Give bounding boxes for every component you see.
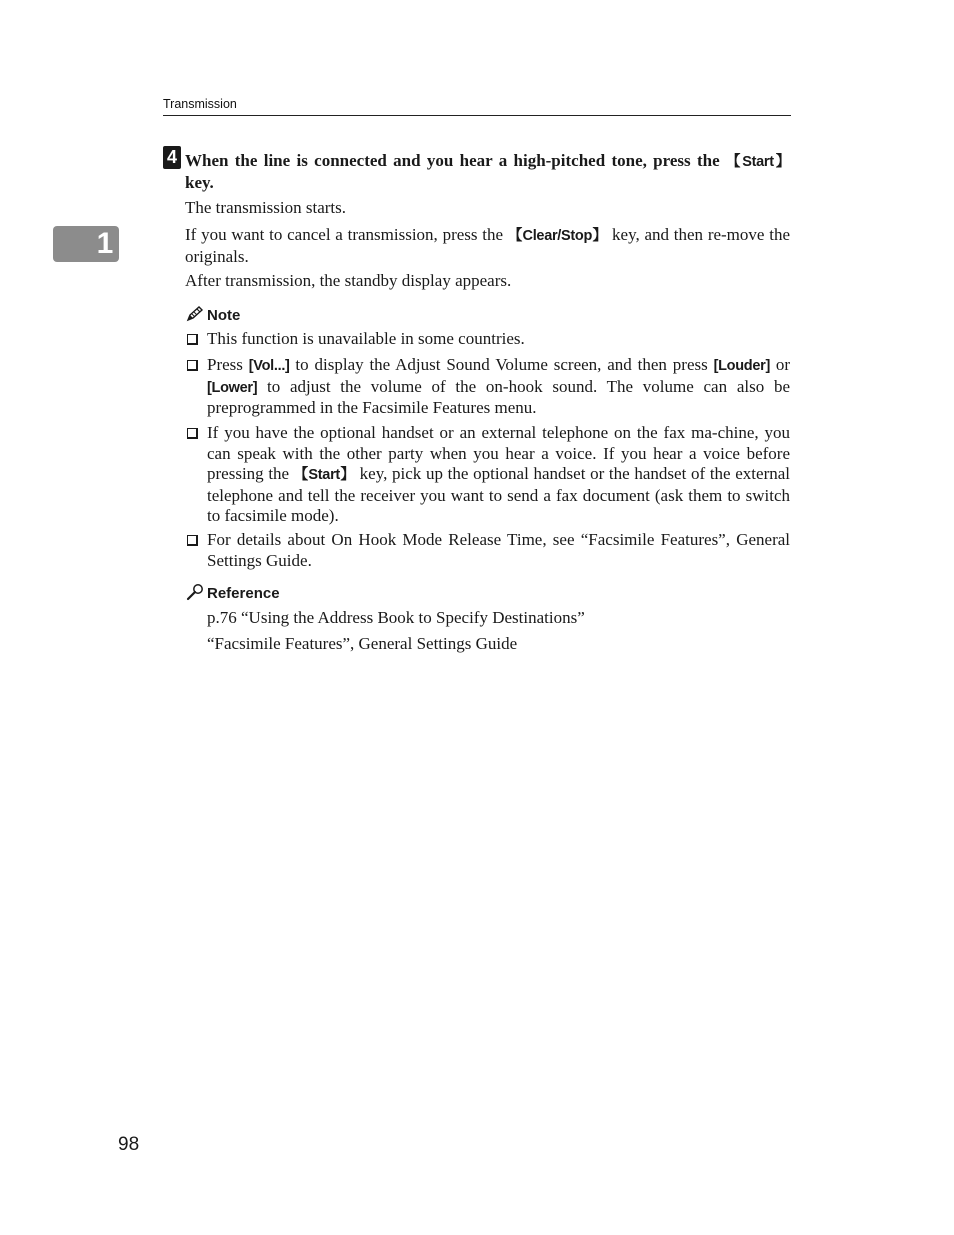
cancel-text: If you want to cancel a transmission, press the	[185, 225, 508, 244]
checkbox-bullet-icon	[187, 360, 198, 371]
note-bullet-3	[185, 423, 790, 527]
step-title-text: When the line is connected and you hear a high-pitched tone, press the	[185, 151, 726, 170]
note-bullet-2	[185, 355, 790, 419]
checkbox-bullet-icon	[187, 334, 198, 345]
step-title	[185, 151, 790, 193]
reference-link-facsimile-features: “Facsimile Features”, General Settings Guide	[207, 634, 518, 653]
note-bullet-text: For details about On Hook Mode Release Time, see “Facsimile Features”, General Settings Guide.	[207, 530, 790, 570]
running-header: Transmission	[163, 97, 237, 111]
reference-link-address-book: p.76 “Using the Address Book to Specify Destinations”	[207, 608, 585, 627]
louder-key-label: [Louder]	[713, 358, 770, 374]
clear-stop-key-label: 【Clear/Stop】	[507, 228, 608, 244]
note-label: Note	[207, 307, 241, 324]
step-number-badge: 4	[163, 146, 181, 169]
vol-key-label: [Vol...]	[248, 358, 290, 374]
magnifier-icon	[185, 583, 205, 601]
pencil-icon	[185, 305, 205, 323]
note-bullet-1	[185, 329, 790, 350]
paragraph-transmission-starts: The transmission starts.	[185, 198, 347, 217]
note-bullet-4	[185, 530, 790, 571]
paragraph-standby: After transmission, the standby display appears.	[185, 271, 512, 290]
note-bullet-text: If you have the optional handset or an external telephone on the fax ma-chine, you can speak with the other party when you hear a voice. If you hear a voice before pressing the 【Start】 key, pick up the optional handset or the handset of the external telephone and tell the receiver you want to send a fax document (ask them to switch to facsimile mode).	[207, 423, 791, 525]
chapter-tab: 1	[53, 226, 119, 262]
start-key-label: 【Start】	[725, 154, 790, 170]
note-bullet-text: This function is unavailable in some countries.	[207, 329, 525, 348]
start-key-label: 【Start】	[293, 467, 355, 483]
page-number: 98	[118, 1134, 140, 1155]
checkbox-bullet-icon	[187, 428, 198, 439]
paragraph-cancel	[185, 225, 790, 267]
lower-key-label: [Lower]	[207, 379, 258, 396]
checkbox-bullet-icon	[187, 535, 198, 546]
step-title-end: key.	[185, 172, 214, 192]
note-bullet-text: Press [Vol...] to display the Adjust Sound Volume screen, and then press [Louder] or [Lower] to adjust the volume of the on-hook sound. The volume can also be preprogrammed in the Facsimile Features menu.	[207, 355, 790, 417]
cancel-text-end: key, and then re-move the originals.	[185, 225, 790, 266]
header-rule	[163, 115, 791, 116]
reference-label: Reference	[207, 585, 280, 602]
